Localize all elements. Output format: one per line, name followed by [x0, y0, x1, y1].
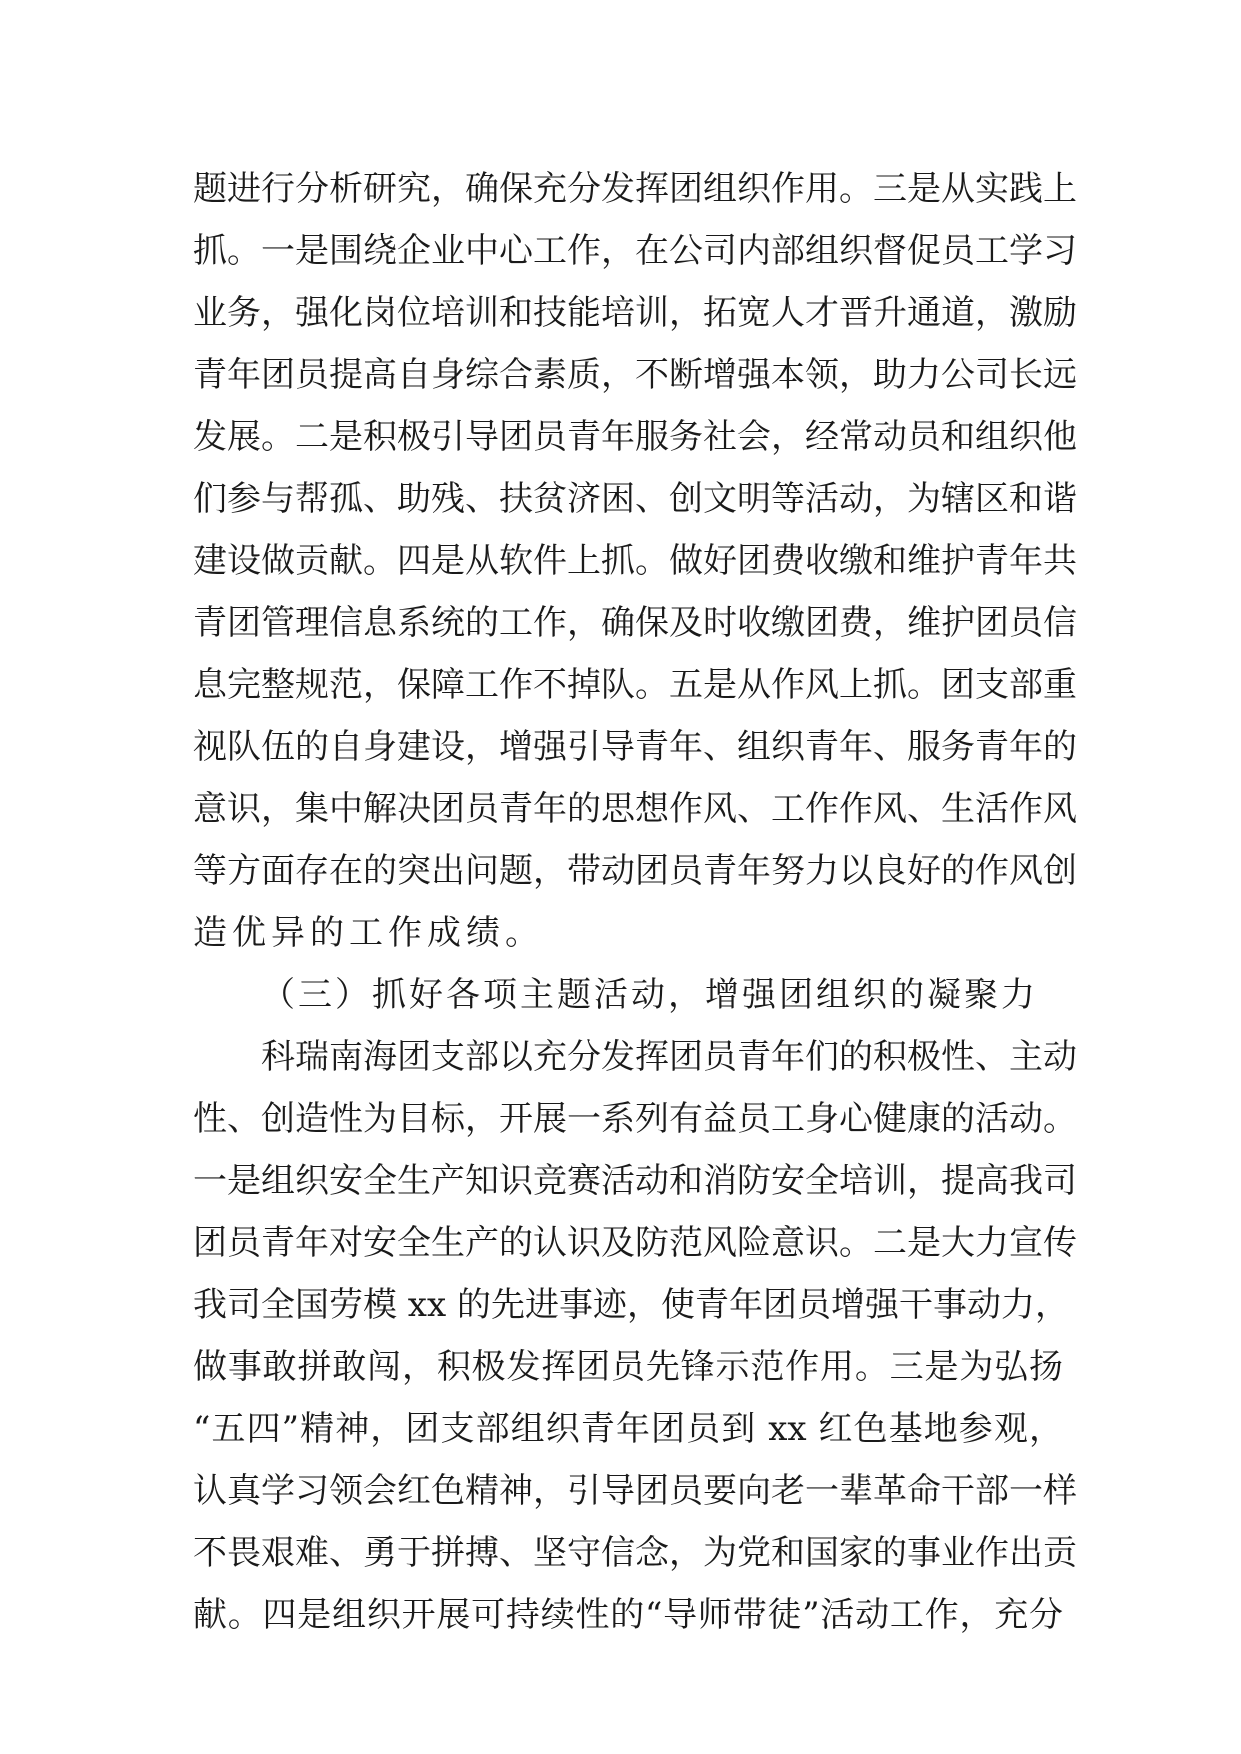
body-text — [193, 158, 1077, 1646]
text-line: 息完整规范，保障工作不掉队。五是从作风上抓。团支部重 — [193, 665, 1077, 705]
text-line: 献。四是组织开展可持续性的“导师带徒”活动工作，充分 — [193, 1595, 1063, 1635]
text-line: 不畏艰难、勇于拼搏、坚守信念，为党和国家的事业作出贡 — [193, 1533, 1077, 1573]
text-line: 们参与帮孤、助残、扶贫济困、创文明等活动，为辖区和谐 — [193, 479, 1077, 519]
text-line: 业务，强化岗位培训和技能培训，拓宽人才晋升通道，激励 — [193, 293, 1077, 333]
text-line: 发展。二是积极引导团员青年服务社会，经常动员和组织他 — [193, 417, 1077, 457]
text-line: “五四”精神，团支部组织青年团员到 xx 红色基地参观， — [193, 1409, 1063, 1449]
section-heading: （三）抓好各项主题活动，增强团组织的凝聚力 — [261, 975, 1038, 1015]
text-line: 青团管理信息系统的工作，确保及时收缴团费，维护团员信 — [193, 603, 1077, 643]
text-line: 团员青年对安全生产的认识及防范风险意识。二是大力宣传 — [193, 1223, 1077, 1263]
text-line: 做事敢拼敢闯，积极发挥团员先锋示范作用。三是为弘扬 — [193, 1347, 1063, 1387]
text-line: 造优异的工作成绩。 — [193, 913, 544, 953]
text-line: 意识，集中解决团员青年的思想作风、工作作风、生活作风 — [193, 789, 1077, 829]
text-line: 认真学习领会红色精神，引导团员要向老一辈革命干部一样 — [193, 1471, 1077, 1511]
text-line: 建设做贡献。四是从软件上抓。做好团费收缴和维护青年共 — [193, 541, 1077, 581]
text-line: 科瑞南海团支部以充分发挥团员青年们的积极性、主动 — [261, 1037, 1077, 1077]
text-line: 我司全国劳模 xx 的先进事迹，使青年团员增强干事动力， — [193, 1285, 1069, 1325]
text-line: 青年团员提高自身综合素质，不断增强本领，助力公司长远 — [193, 355, 1077, 395]
text-line: 抓。一是围绕企业中心工作，在公司内部组织督促员工学习 — [193, 231, 1077, 271]
text-line: 性、创造性为目标，开展一系列有益员工身心健康的活动。 — [193, 1099, 1077, 1139]
text-line: 题进行分析研究，确保充分发挥团组织作用。三是从实践上 — [193, 169, 1077, 209]
text-line: 一是组织安全生产知识竞赛活动和消防安全培训，提高我司 — [193, 1161, 1077, 1201]
text-line: 视队伍的自身建设，增强引导青年、组织青年、服务青年的 — [193, 727, 1077, 767]
text-line: 等方面存在的突出问题，带动团员青年努力以良好的作风创 — [193, 851, 1077, 891]
